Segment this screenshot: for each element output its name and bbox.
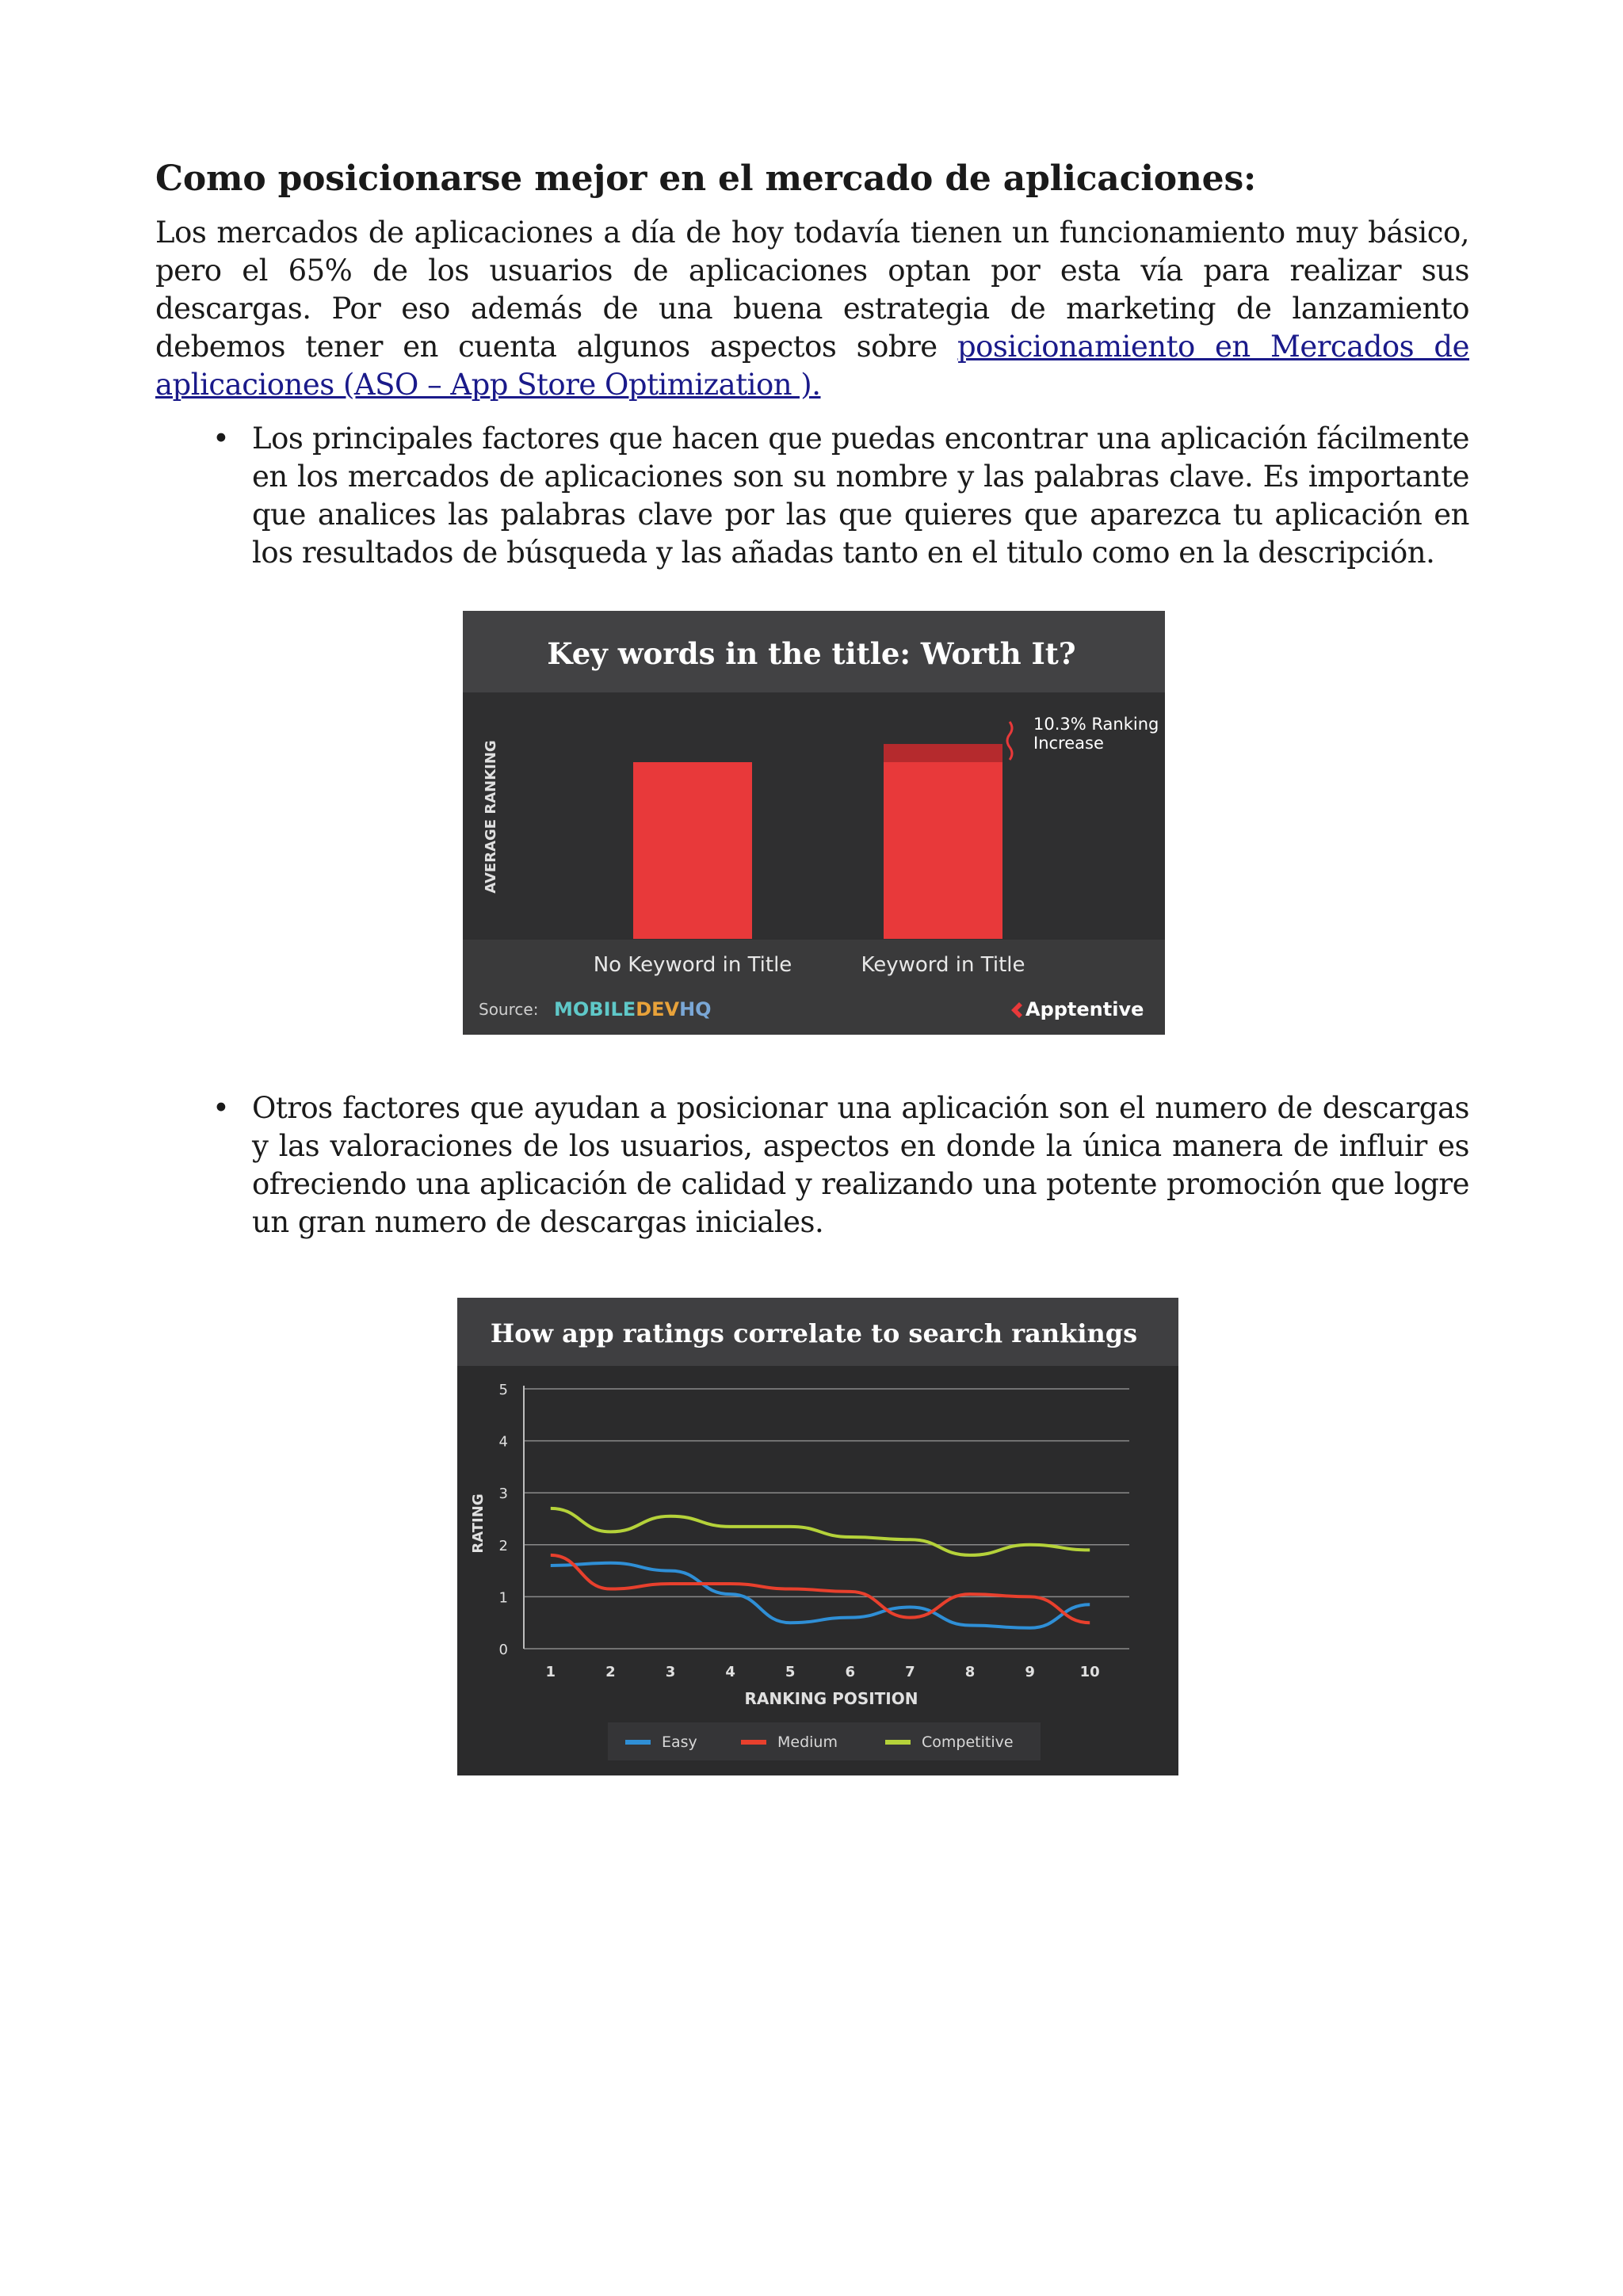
list-item xyxy=(155,420,1469,572)
legend-label-competitive: Competitive xyxy=(922,1733,1014,1751)
category-label-no-keyword: No Keyword in Title xyxy=(593,953,792,977)
source-label: Source: xyxy=(479,1000,539,1019)
aso-link[interactable]: posicionamiento en Mercados de aplicaciones (ASO – App Store Optimization ). xyxy=(155,330,1470,402)
x-tick-label: 2 xyxy=(605,1664,616,1680)
second-bullet-block xyxy=(155,1089,1469,1241)
chart-title: How app ratings correlate to search rankings xyxy=(490,1318,1138,1348)
y-axis-label: RATING xyxy=(470,1493,487,1554)
chart-title: Key words in the title: Worth It? xyxy=(547,636,1076,671)
mobiledevhq-logo xyxy=(554,998,712,1020)
increase-annotation-line2: Increase xyxy=(1033,734,1104,753)
bullet-icon: • xyxy=(212,1091,230,1125)
y-axis-label: AVERAGE RANKING xyxy=(483,740,499,894)
bullet-text: Otros factores que ayudan a posicionar una aplicación son el numero de descargas y las valoraciones de los usuarios, aspectos en donde la única manera de influir es ofreciendo una aplicación de calidad y realizando una potente promoción que logre un gran numero de descargas iniciales. xyxy=(252,1091,1469,1239)
x-tick-label: 7 xyxy=(905,1664,915,1680)
y-tick-label: 2 xyxy=(498,1537,508,1554)
increase-annotation-line1: 10.3% Ranking xyxy=(1033,715,1159,734)
keyword-bar-chart xyxy=(463,611,1165,1035)
y-tick-label: 3 xyxy=(498,1486,508,1503)
page-title: Como posicionarse mejor en el mercado de aplicaciones: xyxy=(155,158,1257,199)
x-tick-label: 4 xyxy=(725,1664,735,1680)
logo-part-2: DEV xyxy=(636,998,680,1020)
bar-keyword-increase xyxy=(884,744,1002,762)
bar-no-keyword xyxy=(633,762,752,939)
document-body xyxy=(155,155,1469,572)
x-tick-label: 1 xyxy=(545,1664,556,1680)
legend-label-easy: Easy xyxy=(662,1733,697,1751)
bar-keyword xyxy=(884,762,1002,939)
y-tick-label: 1 xyxy=(498,1589,508,1607)
logo-part-3: HQ xyxy=(679,998,712,1020)
y-tick-label: 5 xyxy=(498,1382,508,1398)
logo-part-1: MOBILE xyxy=(554,998,636,1020)
y-tick-label: 4 xyxy=(498,1433,508,1451)
legend-label-medium: Medium xyxy=(777,1733,838,1751)
intro-paragraph xyxy=(155,214,1469,404)
y-tick-label: 0 xyxy=(498,1642,508,1658)
x-tick-label: 9 xyxy=(1025,1664,1035,1680)
x-axis-label: RANKING POSITION xyxy=(744,1689,918,1708)
list-item xyxy=(155,1089,1469,1241)
chart-footer xyxy=(463,940,1165,1035)
apptentive-brand: Apptentive xyxy=(1025,998,1144,1020)
keyword-chart-figure xyxy=(463,611,1165,1035)
x-tick-label: 6 xyxy=(845,1664,856,1680)
ratings-line-chart xyxy=(457,1298,1178,1775)
bullet-text: Los principales factores que hacen que puedas encontrar una aplicación fácilmente en los mercados de aplicaciones son su nombre y las palabras clave. Es importante que analices las palabras clave por las que quieres que aparezca tu aplicación en los resultados de búsqueda y las añadas tanto en el titulo como en la descripción. xyxy=(252,421,1469,570)
x-tick-label: 10 xyxy=(1079,1664,1100,1680)
bullet-icon: • xyxy=(212,421,230,456)
x-tick-label: 3 xyxy=(665,1664,676,1680)
bullet-list-2 xyxy=(155,1089,1469,1241)
x-tick-label: 8 xyxy=(964,1664,976,1680)
category-label-keyword: Keyword in Title xyxy=(861,953,1025,977)
ratings-chart-figure xyxy=(457,1298,1178,1775)
intro-text: Los mercados de aplicaciones a día de hoy todavía tienen un funcionamiento muy básico, pero el 65% de los usuarios de aplicaciones optan por esta vía para realizar sus descargas. Por eso además de una buena estrategia de marketing de lanzamiento debemos tener en cuenta algunos aspectos sobre xyxy=(155,215,1469,364)
x-tick-label: 5 xyxy=(785,1664,796,1680)
bullet-list xyxy=(155,420,1469,572)
